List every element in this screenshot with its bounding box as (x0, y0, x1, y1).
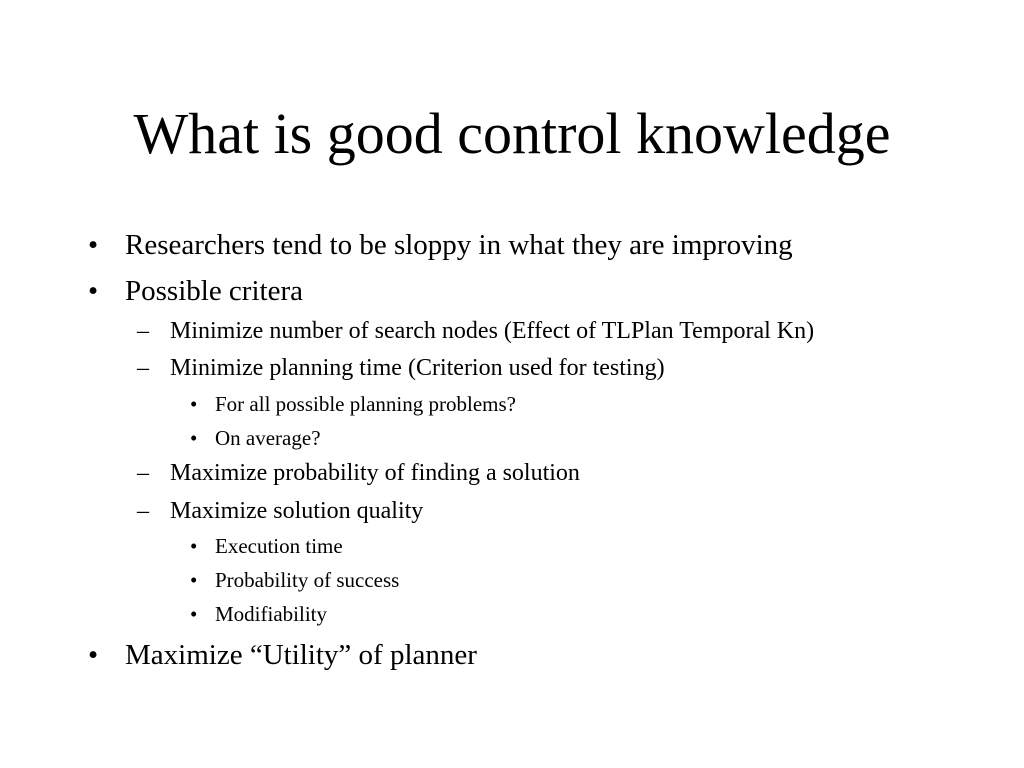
sub-bullet-marker: – (137, 498, 149, 524)
sub-bullet-marker: – (137, 318, 149, 344)
bullet-marker: • (88, 275, 99, 307)
sub-sub-bullet-text: Modifiability (215, 602, 327, 626)
bullet-marker: • (88, 639, 99, 671)
bullet-text: Maximize “Utility” of planner (125, 639, 477, 671)
sub-sub-bullet-marker: • (190, 426, 198, 450)
sub-sub-bullet-text: On average? (215, 426, 321, 450)
sub-bullet-marker: – (137, 460, 149, 486)
sub-bullet-text: Minimize number of search nodes (Effect of TLPlan Temporal Kn) (170, 318, 815, 344)
bullet-text: Researchers tend to be sloppy in what they are improving (125, 229, 793, 261)
sub-bullet-text: Minimize planning time (Criterion used for testing) (170, 355, 665, 381)
sub-sub-bullet-marker: • (190, 602, 198, 626)
bullet-marker: • (88, 229, 99, 261)
sub-sub-bullet-text: Execution time (215, 534, 343, 558)
sub-bullet-text: Maximize solution quality (170, 498, 424, 524)
sub-bullet-marker: – (137, 355, 149, 381)
sub-bullet-text: Maximize probability of finding a solution (170, 460, 580, 486)
sub-sub-bullet-marker: • (190, 534, 198, 558)
sub-sub-bullet-text: For all possible planning problems? (215, 392, 516, 416)
bullet-text: Possible critera (125, 275, 303, 307)
sub-sub-bullet-text: Probability of success (215, 568, 400, 592)
sub-sub-bullet-marker: • (190, 568, 198, 592)
slide-title: What is good control knowledge (133, 101, 891, 166)
sub-sub-bullet-marker: • (190, 392, 198, 416)
